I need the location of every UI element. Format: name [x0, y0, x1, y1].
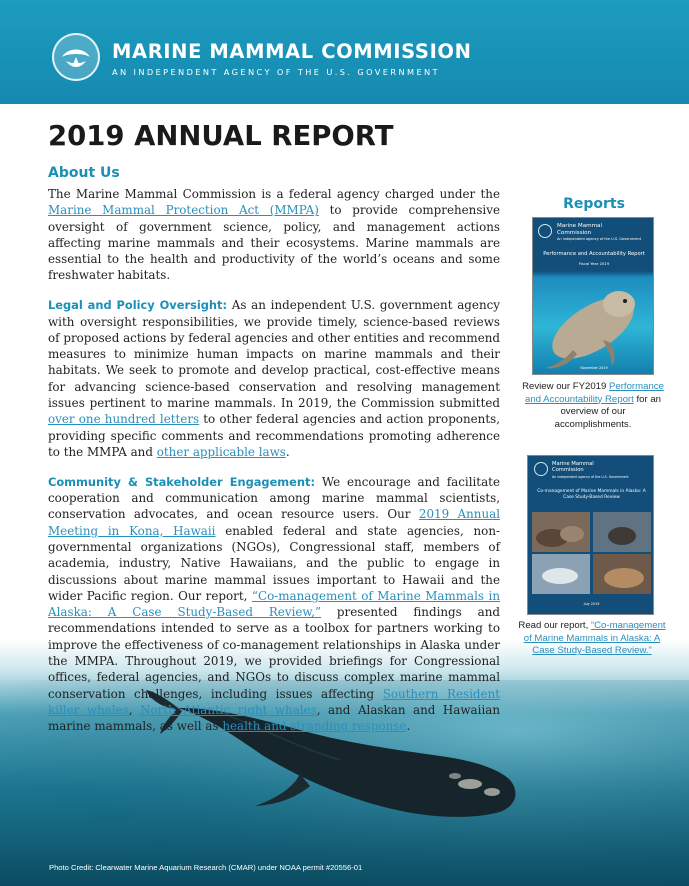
cover-seal-icon: [538, 224, 552, 238]
page-title: 2019 ANNUAL REPORT: [48, 120, 394, 152]
legal-text: As an independent U.S. government agency with oversight responsibilities, we provide timely, science-based reviews of proposed actions by federal agencies and other entities and recommend measures to minimize human impacts on marine mammals and their habitats. We seek to promote and develop practical, cost-effective means for advancing science-based conservation and resolving management issues pertinent to marine mammals. In 2019, the Commission submitted: [48, 298, 500, 411]
about-paragraph: [48, 186, 500, 284]
community-text-6: .: [406, 719, 411, 734]
header-banner: [0, 0, 689, 104]
co-management-cover-link[interactable]: “Co-management of Marine Mammals in Alaska: A Case Study-Based Review.”: [523, 620, 666, 656]
cover1-org: Marine Mammal Commission: [557, 223, 603, 236]
org-tagline: AN INDEPENDENT AGENCY OF THE U.S. GOVERNMENT: [112, 67, 440, 77]
community-lead: Community & Stakeholder Engagement:: [48, 474, 316, 489]
par-report-link[interactable]: Performance and Accountability Report: [525, 381, 664, 405]
seal-photo: [533, 270, 654, 375]
reports-heading: Reports: [563, 196, 625, 212]
applicable-laws-link[interactable]: other applicable laws: [156, 444, 286, 459]
co-management-report-cover[interactable]: [527, 455, 654, 615]
community-text-2: enabled federal and state agencies, non-governmental organizations (NGOs), Congressional staff, members of academia, industry, Native Hawaiians, and the public to engage in discussions about marine mammal issues important to Hawaii and the wider Pacific region. Our report,: [48, 523, 500, 603]
about-text: The Marine Mammal Commission is a federal agency charged under the: [48, 187, 500, 201]
legal-text-3: .: [285, 444, 290, 459]
cover2-date: July 2019: [583, 602, 600, 606]
cover-seal-icon: [534, 462, 548, 476]
commission-logo-icon: [52, 33, 100, 81]
par-report-cover[interactable]: [532, 217, 654, 375]
cover1-sub: An independent agency of the U.S. Government: [557, 237, 642, 241]
par-caption-text-2: for an overview of our accomplishments.: [554, 393, 661, 430]
annual-meeting-link[interactable]: 2019 Annual Meeting in Kona, Hawaii: [48, 507, 501, 538]
par-caption: [522, 381, 664, 431]
legal-lead: Legal and Policy Oversight:: [48, 298, 228, 313]
community-text-3: presented findings and recommendations intended to serve as a toolbox for partners working to improve the effectiveness of co-management relationships in Alaska under the MMPA. Throughout 2019, we provided briefings for Congressional offices, federal agencies, and NGOs to discuss complex marine mammal conservation challenges, including issues affecting: [48, 605, 500, 701]
co-management-report-link[interactable]: “Co-management of Marine Mammals in Alaska: A Case Study-Based Review,”: [48, 588, 500, 620]
cover1-title: Performance and Accountability Report: [543, 251, 645, 257]
par-caption-text: Review our FY2019: [522, 381, 609, 392]
community-text-4: ,: [128, 702, 141, 717]
org-name: MARINE MAMMAL COMMISSION: [112, 40, 472, 63]
community-paragraph: [48, 474, 500, 735]
about-text-2: to provide comprehensive oversight of government science, policy, and management actions affecting marine mammals and their ecosystems. Marine mammals are essential to the health and productivity of the world’s oceans and some freshwater habitats.: [48, 203, 500, 283]
community-text: We encourage and facilitate cooperation and communication among marine mammal scientists, conservation advocates, and ocean resource users. Our: [48, 474, 500, 522]
photo-credit: Photo Credit: Clearwater Marine Aquarium Research (CMAR) under NOAA permit #20556-01: [49, 863, 363, 872]
mmpa-link[interactable]: Marine Mammal Protection Act (MMPA): [48, 203, 319, 218]
cover1-year: Fiscal Year 2019: [578, 261, 610, 266]
cover2-title: Co-management of Marine Mammals in Alaska: A Case Study-Based Review: [537, 489, 646, 500]
main-content: [48, 186, 500, 748]
co-management-caption-text: Read our report,: [518, 620, 591, 631]
co-management-caption: [514, 620, 670, 658]
killer-whales-link[interactable]: Southern Resident killer whales: [48, 686, 501, 717]
cover2-org: Marine Mammal Commission: [552, 461, 594, 474]
right-whales-link[interactable]: North Atlantic right whales: [140, 702, 317, 717]
walrus-photo-grid: [532, 512, 651, 594]
stranding-response-link[interactable]: health and stranding response: [222, 719, 407, 734]
cover1-date: November 2019: [580, 366, 608, 370]
legal-text-2: to other federal agencies and action proponents, providing specific comments and recommendations promoting adherence to the MMPA and: [48, 412, 500, 459]
letters-link[interactable]: over one hundred letters: [48, 412, 200, 427]
community-text-5: , and Alaskan and Hawaiian marine mammals, as well as: [48, 702, 501, 734]
about-heading: About Us: [48, 165, 120, 181]
cover2-sub: An independent agency of the U.S. Government: [552, 475, 629, 479]
legal-paragraph: [48, 297, 500, 460]
